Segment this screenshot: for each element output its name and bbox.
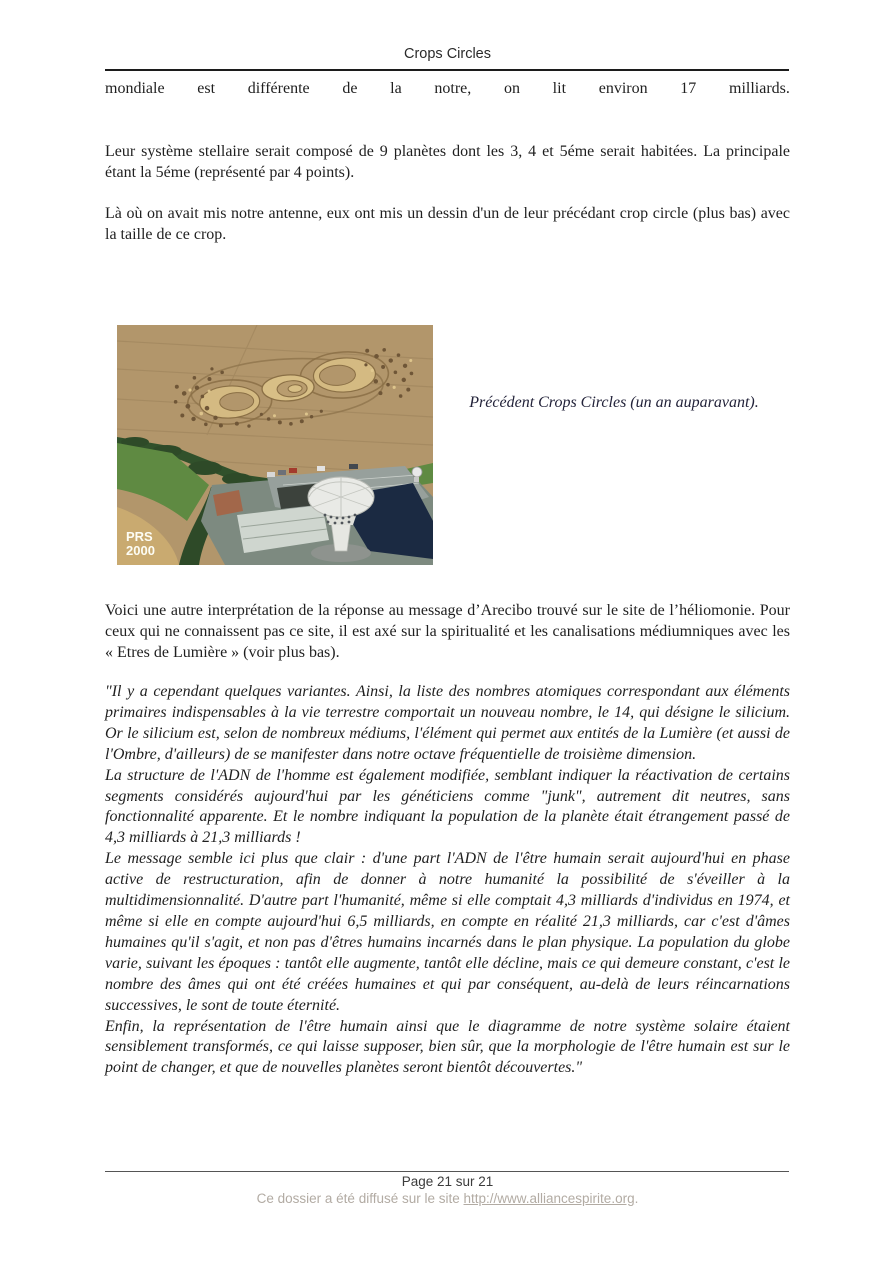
paragraph-interpretation-intro: Voici une autre interprétation de la réponse au message d’Arecibo trouvé sur le site de l’héliomonie. Pour ceux qui ne connaissent pas ce site, il est axé sur la spiritualité et les canalisations médiumniques avec les « Etres de Lumière » (voir plus bas). — [105, 602, 790, 661]
quote-paragraph: "Il y a cependant quelques variantes. Ainsi, la liste des nombres atomiques correspondant aux éléments primaires indispensables à la vie terrestre comportait un nouveau nombre, le 14, qui désigne le silicium. Or le silicium est, selon de nombreux médiums, l'élément qui permet aux entités de la Lumière (et aussi de l'Ombre, d'ailleurs) de se manifester dans notre octave fréquentielle de troisième dimension. — [105, 683, 790, 763]
photo-watermark-line1: PRS — [126, 529, 153, 544]
quote-paragraph: La structure de l'ADN de l'homme est également modifiée, semblant indiquer la réactivation de certains segments considérés aujourd'hui par les généticiens comme "junk", autrement dit neutres, sans fonctionnalité apparente. Et le nombre indiquant la population de la planète était étrangement passé de 4,3 milliards à 21,3 milliards ! — [105, 766, 790, 847]
header-divider — [105, 69, 789, 71]
footer-diffusion-prefix: Ce dossier a été diffusé sur le site — [256, 1191, 464, 1206]
footer-divider — [105, 1171, 789, 1172]
quote-paragraph: Le message semble ici plus que clair : d'une part l'ADN de l'être humain serait aujourd'hui en phase active de restructuration, afin de donner à notre humanité la possibilité de s'éveiller à la multidimensionnalité. D'autre part l'humanité, même si elle comptait 4,3 milliards d'individus en 1974, et même si elle en compte aujourd'hui 6,5 milliards, en compte en réalité 21,3 milliards, car c'est d'âmes humaines qu'il s'agit, et non pas d'êtres humains incarnés dans le plan physique. La population du globe varie, suivant les époques : tantôt elle augmente, tantôt elle décline, mais ce qui demeure constant, c'est le nombre des âmes qui ont été créées humaines et qui par conséquent, au-delà de leurs réincarnations successives, le sont de toute éternité. — [105, 850, 790, 1014]
paragraph-continuation: mondiale est différente de la notre, on lit environ 17 milliards. — [105, 80, 790, 97]
photo-watermark-line2: 2000 — [126, 543, 155, 558]
page-header-title: Crops Circles — [403, 46, 491, 62]
quote-paragraph: Enfin, la représentation de l'être humain ainsi que le diagramme de notre système solaire étaient sensiblement transformés, ce qui laisse supposer, bien sûr, que la morphologie de l'être humain est sur le point de changer, et que de nouvelles planètes seront bientôt découvertes." — [105, 1017, 790, 1077]
crop-circle-aerial-photo — [117, 325, 433, 565]
paragraph-antenna: Là où on avait mis notre antenne, eux ont mis un dessin d'un de leur précédant crop circle (plus bas) avec la taille de ce crop. — [105, 205, 790, 243]
figure-caption: Précédent Crops Circles (un an auparavant). — [469, 394, 759, 411]
paragraph-stellar-system: Leur système stellaire serait composé de 9 planètes dont les 3, 4 et 5éme serait habitées. La principale étant la 5éme (représenté par 4 points). — [105, 143, 790, 181]
footer-page-number: Page 21 sur 21 — [401, 1174, 494, 1189]
alliancespirite-link[interactable]: http://www.alliancespirite.org — [463, 1191, 635, 1206]
footer-diffusion-line — [105, 1191, 790, 1206]
quoted-text-block — [105, 682, 790, 1079]
footer-diffusion-suffix: . — [634, 1191, 639, 1206]
